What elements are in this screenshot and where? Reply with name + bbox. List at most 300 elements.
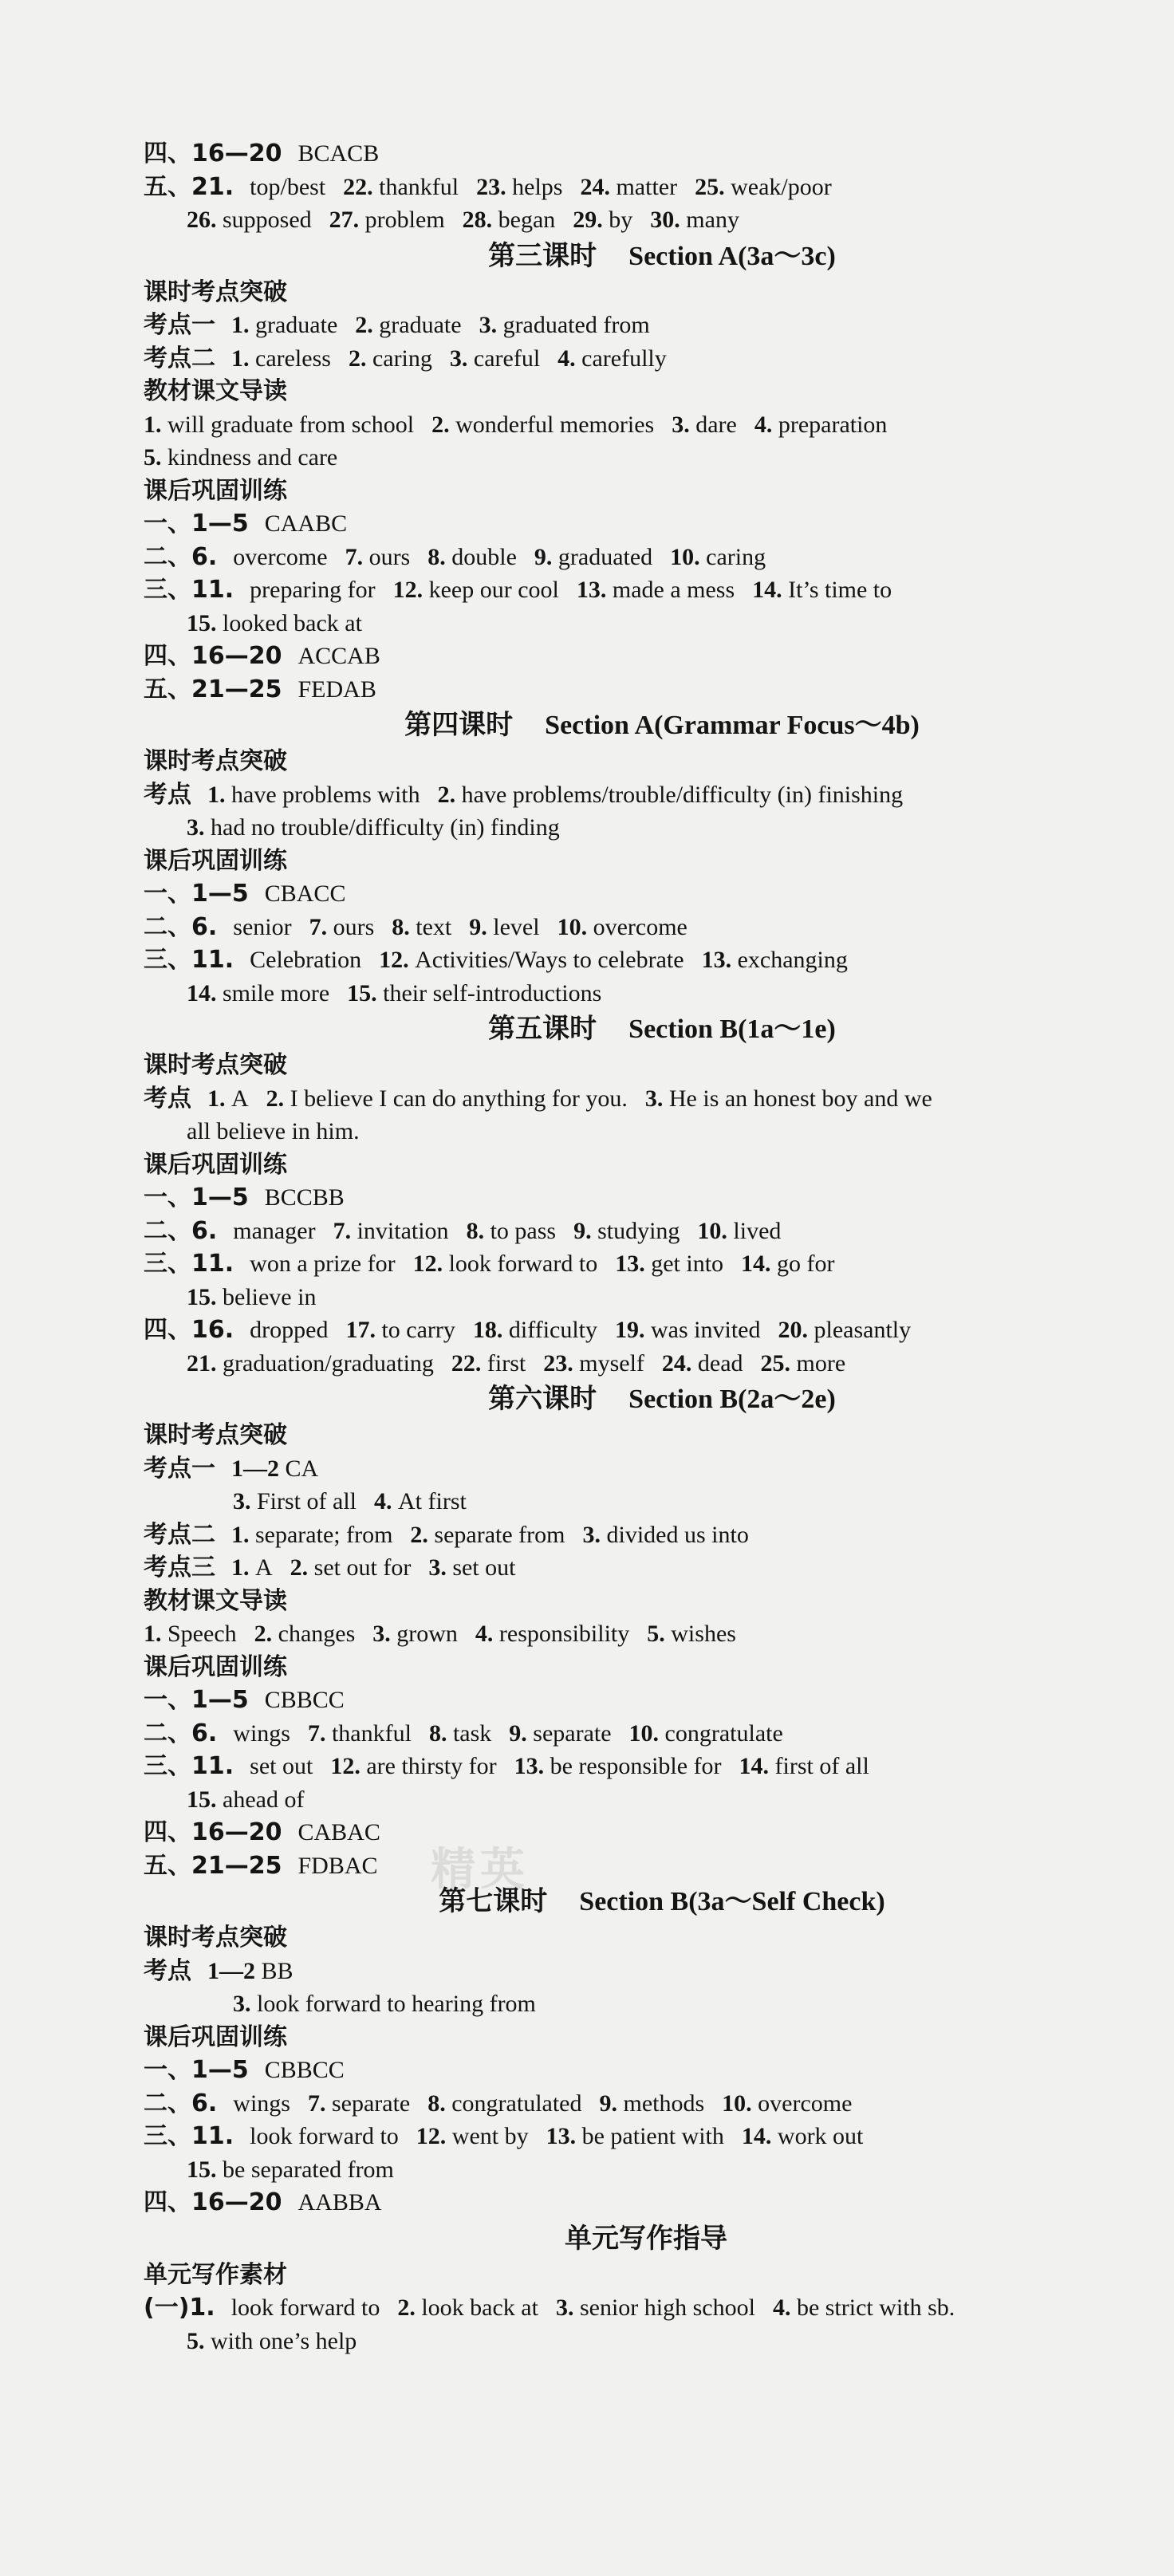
answer-value: look forward to — [448, 1251, 598, 1277]
item-number: 12. — [330, 1753, 367, 1779]
answer-value: look forward to — [230, 2294, 380, 2321]
item-number: 10. — [722, 2090, 758, 2117]
question-label: 考点 — [144, 1956, 191, 1985]
item-number: 12. — [412, 1251, 449, 1277]
answer-line — [144, 943, 1148, 977]
answer-value: look back at — [421, 2294, 538, 2321]
answer-value: separate — [533, 1719, 612, 1747]
item-number: 10. — [557, 913, 593, 940]
item-number: 1. — [207, 781, 231, 808]
answer-value: set out — [452, 1554, 516, 1581]
answer-value: lived — [733, 1217, 782, 1244]
item-number: 14. — [741, 2123, 778, 2149]
answer-value: wings — [233, 2090, 290, 2117]
item-number: 27. — [329, 207, 365, 233]
answer-line — [144, 1551, 1148, 1585]
answer-line — [144, 1082, 1148, 1116]
question-label: 一、1—5 — [144, 1686, 249, 1714]
question-label: 二、6. — [144, 2089, 218, 2117]
item-number: 3. — [644, 1085, 669, 1112]
question-label: 三、11. — [144, 1752, 234, 1780]
answer-line — [144, 1215, 1148, 1248]
answer-value: ours — [333, 913, 375, 940]
answer-value: At first — [398, 1488, 467, 1514]
item-number: 9. — [509, 1719, 534, 1747]
section-heading: 课后巩固训练 — [144, 846, 287, 875]
answer-value: caring — [706, 543, 766, 570]
item-number: 9. — [573, 1217, 598, 1244]
answer-value: graduated from — [502, 312, 650, 338]
answer-value: graduate — [255, 312, 338, 338]
item-number: 7. — [307, 2090, 332, 2117]
answer-value: to carry — [381, 1317, 455, 1343]
answer-value: keep our cool — [428, 577, 559, 603]
answer-value: wonderful memories — [455, 411, 655, 438]
answer-value: weak/poor — [731, 173, 832, 200]
answer-value: will graduate from school — [167, 411, 415, 438]
answer-line — [144, 607, 1148, 640]
item-number: 8. — [428, 1719, 453, 1747]
answer-value: first of all — [774, 1753, 869, 1779]
answer-line — [144, 877, 1148, 911]
answer-value: changes — [278, 1621, 356, 1647]
answer-value: have problems with — [231, 781, 420, 808]
item-number: 1—2 — [231, 1455, 286, 1482]
section-heading: 课时考点突破 — [144, 747, 287, 775]
answer-line — [144, 137, 1148, 171]
item-number: 3. — [479, 312, 503, 338]
watermark: 精英 — [431, 1844, 530, 1896]
lesson-title-cn: 第三课时 — [488, 239, 597, 272]
answer-value: be strict with sb. — [796, 2294, 955, 2321]
answer-line — [144, 1717, 1148, 1751]
question-label: 二、6. — [144, 1216, 218, 1245]
item-number: 15. — [187, 1786, 223, 1813]
answer-value: senior high school — [579, 2294, 755, 2321]
answer-value: exchanging — [737, 947, 848, 973]
lesson-title-cn: 第五课时 — [488, 1013, 597, 1045]
item-number: 3. — [233, 1991, 257, 2017]
answer-value: He is an honest boy and we — [668, 1085, 932, 1112]
lesson-title — [144, 237, 1148, 276]
question-label: 五、21—25 — [144, 675, 282, 703]
item-number: 1. — [231, 345, 255, 372]
item-number: 10. — [628, 1719, 665, 1747]
answer-line — [144, 811, 1148, 845]
item-number: 5. — [647, 1621, 672, 1647]
answer-value: dropped — [250, 1317, 329, 1343]
answer-value: had no trouble/difficulty (in) finding — [211, 814, 560, 841]
answer-value: helps — [512, 173, 563, 200]
section-heading: 课时考点突破 — [144, 278, 287, 306]
section-heading: 单元写作素材 — [144, 2260, 287, 2289]
answer-value: be separated from — [223, 2156, 394, 2183]
answer-value: thankful — [379, 173, 459, 200]
lesson-title — [144, 706, 1148, 745]
lesson-title-cn: 第七课时 — [439, 1885, 548, 1917]
answer-value: separate; from — [255, 1521, 393, 1548]
answer-value: BCCBB — [264, 1184, 345, 1211]
answer-value: won a prize for — [250, 1251, 396, 1277]
question-label: (一)1. — [144, 2294, 215, 2322]
answer-line — [144, 309, 1148, 342]
section-heading: 教材课文导读 — [144, 1586, 287, 1615]
item-number: 15. — [187, 2156, 223, 2183]
answer-line — [144, 203, 1148, 237]
answer-value: kindness and care — [167, 444, 338, 471]
answer-value: graduate — [379, 312, 462, 338]
answer-value: wings — [233, 1719, 290, 1747]
item-number: 8. — [392, 913, 416, 940]
question-label: 二、6. — [144, 912, 218, 941]
answer-line — [144, 1181, 1148, 1215]
answer-value: look forward to — [250, 2123, 399, 2149]
answer-line — [144, 2291, 1148, 2325]
lesson-title-cn: 第六课时 — [488, 1383, 597, 1415]
answer-line — [144, 1115, 1148, 1148]
answer-value: preparing for — [250, 577, 376, 603]
item-number: 2. — [290, 1554, 314, 1581]
answer-value: overcome — [233, 543, 328, 570]
answer-value: CABAC — [297, 1819, 380, 1845]
item-number: 25. — [695, 173, 731, 200]
answer-value: all believe in him. — [187, 1118, 360, 1144]
answer-line — [144, 1617, 1148, 1651]
question-label: 考点 — [144, 1084, 191, 1113]
item-number: 7. — [307, 1719, 332, 1747]
item-number: 7. — [333, 1217, 357, 1244]
question-label: 考点一 — [144, 1454, 215, 1483]
answer-line — [144, 1347, 1148, 1381]
section-heading: 课时考点突破 — [144, 1051, 287, 1079]
item-number: 15. — [187, 1283, 223, 1310]
answer-value: ACCAB — [297, 643, 380, 669]
answer-line — [144, 1849, 1148, 1883]
answer-value: set out — [250, 1753, 313, 1779]
item-number: 3. — [555, 2294, 580, 2321]
answer-value: grown — [396, 1621, 458, 1647]
item-number: 14. — [187, 979, 223, 1006]
item-number: 3. — [372, 1621, 397, 1647]
lesson-title — [144, 1010, 1148, 1049]
answer-value: many — [686, 207, 739, 233]
item-number: 2. — [266, 1085, 290, 1112]
answer-line — [144, 1247, 1148, 1281]
lesson-title-en: Section B(3a～Self Check) — [579, 1887, 885, 1916]
item-number: 12. — [416, 2123, 452, 2149]
answer-value: Speech — [167, 1621, 237, 1647]
item-number: 13. — [615, 1251, 652, 1277]
answer-value: FEDAB — [297, 676, 376, 703]
answer-value: text — [416, 913, 452, 940]
answer-value: overcome — [593, 913, 687, 940]
question-label: 一、1—5 — [144, 880, 249, 908]
question-label: 四、16. — [144, 1316, 234, 1344]
answer-value: went by — [451, 2123, 529, 2149]
item-number: 10. — [697, 1217, 734, 1244]
answer-line — [144, 1987, 1148, 2021]
item-number: 14. — [752, 577, 789, 603]
item-number: 2. — [254, 1621, 278, 1647]
item-number: 23. — [543, 1349, 580, 1377]
item-number: 1. — [144, 1621, 167, 1647]
answer-line — [144, 2054, 1148, 2087]
section-heading: 课时考点突破 — [144, 1924, 287, 1952]
item-number: 1. — [144, 411, 167, 438]
answer-value: caring — [372, 345, 432, 372]
answer-line — [144, 1485, 1148, 1518]
question-label: 三、11. — [144, 1250, 234, 1278]
answer-line — [144, 640, 1148, 673]
item-number: 4. — [374, 1488, 398, 1514]
answer-line — [144, 1750, 1148, 1783]
answer-line — [144, 342, 1148, 376]
item-number: 5. — [144, 444, 167, 471]
answer-value: manager — [233, 1217, 316, 1244]
item-number: 3. — [582, 1521, 607, 1548]
item-number: 4. — [772, 2294, 797, 2321]
answer-value: methods — [623, 2090, 705, 2117]
answer-value: CAABC — [264, 510, 348, 537]
item-number: 3. — [672, 411, 696, 438]
answer-line — [144, 2120, 1148, 2153]
answer-value: overcome — [758, 2090, 853, 2117]
item-number: 4. — [754, 411, 778, 438]
answer-line — [144, 2186, 1148, 2220]
item-number: 22. — [451, 1349, 487, 1377]
answer-value: carefully — [581, 345, 667, 372]
lesson-title-en: Section B(1a～1e) — [628, 1014, 836, 1044]
item-number: 12. — [392, 577, 429, 603]
answer-line — [144, 1314, 1148, 1347]
answer-line — [144, 441, 1148, 475]
item-number: 13. — [576, 577, 613, 603]
answer-value: separate from — [434, 1521, 565, 1548]
answer-value: AABBA — [297, 2189, 382, 2216]
question-label: 三、11. — [144, 576, 234, 604]
answer-line — [144, 2087, 1148, 2121]
item-number: 9. — [469, 913, 494, 940]
answer-value: have problems/trouble/difficulty (in) finishing — [461, 781, 904, 808]
question-label: 二、6. — [144, 1719, 218, 1747]
item-number: 13. — [701, 947, 738, 973]
answer-value: be patient with — [581, 2123, 724, 2149]
answer-value: CA — [285, 1455, 319, 1482]
answer-value: First of all — [257, 1488, 357, 1514]
answer-value: careful — [473, 345, 541, 372]
answer-value: top/best — [250, 173, 326, 200]
lesson-title-cn: 单元写作指导 — [565, 2222, 727, 2255]
answer-value: by — [609, 207, 633, 233]
item-number: 8. — [427, 2090, 452, 2117]
answer-line — [144, 507, 1148, 541]
lesson-title — [144, 1380, 1148, 1419]
answer-value: congratulated — [451, 2090, 582, 2117]
item-number: 22. — [343, 173, 380, 200]
item-number: 2. — [437, 781, 462, 808]
answer-value: Activities/Ways to celebrate — [415, 947, 684, 973]
answer-value: thankful — [331, 1719, 412, 1747]
answer-line — [144, 541, 1148, 574]
answer-value: problem — [364, 207, 445, 233]
item-number: 1. — [231, 1554, 255, 1581]
question-label: 考点二 — [144, 344, 215, 372]
answer-value: BB — [261, 1957, 294, 1984]
answer-value: pleasantly — [814, 1317, 912, 1343]
answer-value: separate — [331, 2090, 411, 2117]
section-heading: 课后巩固训练 — [144, 1652, 287, 1681]
section-heading: 课后巩固训练 — [144, 476, 287, 505]
item-number: 24. — [580, 173, 617, 200]
question-label: 考点一 — [144, 311, 215, 339]
answer-value: myself — [579, 1349, 644, 1377]
answer-value: looked back at — [223, 609, 362, 636]
answer-value: It’s time to — [788, 577, 892, 603]
answer-page — [144, 137, 1148, 2357]
item-number: 2. — [397, 2294, 422, 2321]
answer-value: CBACC — [264, 880, 346, 907]
question-label: 四、16—20 — [144, 642, 282, 670]
item-number: 7. — [345, 543, 369, 570]
item-number: 1. — [231, 1521, 255, 1548]
item-number: 18. — [472, 1317, 509, 1343]
item-number: 30. — [650, 207, 687, 233]
answer-value: Celebration — [250, 947, 362, 973]
item-number: 29. — [573, 207, 609, 233]
answer-value: studying — [597, 1217, 680, 1244]
answer-value: BCACB — [297, 140, 380, 167]
answer-value: look forward to hearing from — [257, 1991, 536, 2017]
question-label: 四、16—20 — [144, 140, 282, 167]
item-number: 1. — [231, 312, 255, 338]
answer-line — [144, 778, 1148, 812]
answer-value: work out — [777, 2123, 864, 2149]
answer-value: responsibility — [498, 1621, 630, 1647]
question-label: 二、6. — [144, 542, 218, 571]
item-number: 24. — [661, 1349, 698, 1377]
item-number: 4. — [475, 1621, 499, 1647]
item-number: 13. — [546, 2123, 582, 2149]
answer-value: congratulate — [664, 1719, 783, 1747]
answer-value: was invited — [651, 1317, 761, 1343]
answer-value: more — [796, 1349, 846, 1377]
answer-value: A — [255, 1554, 273, 1581]
answer-line — [144, 2153, 1148, 2187]
answer-value: ahead of — [223, 1786, 305, 1813]
item-number: 4. — [557, 345, 582, 372]
item-number: 23. — [476, 173, 513, 200]
answer-line — [144, 573, 1148, 607]
item-number: 3. — [233, 1488, 257, 1514]
section-heading: 课后巩固训练 — [144, 2023, 287, 2051]
answer-value: their self-introductions — [383, 979, 602, 1006]
item-number: 5. — [187, 2327, 211, 2354]
question-label: 考点二 — [144, 1520, 215, 1549]
answer-line — [144, 977, 1148, 1010]
answer-value: graduation/graduating — [223, 1349, 434, 1377]
item-number: 9. — [599, 2090, 624, 2117]
answer-value: invitation — [357, 1217, 449, 1244]
answer-line — [144, 1518, 1148, 1552]
answer-line — [144, 2325, 1148, 2358]
item-number: 3. — [449, 345, 474, 372]
item-number: 26. — [187, 207, 223, 233]
answer-value: are thirsty for — [366, 1753, 497, 1779]
answer-value: CBBCC — [264, 2057, 345, 2083]
section-heading: 课后巩固训练 — [144, 1150, 287, 1179]
item-number: 25. — [760, 1349, 797, 1377]
question-label: 考点 — [144, 780, 191, 809]
item-number: 17. — [345, 1317, 382, 1343]
item-number: 3. — [428, 1554, 453, 1581]
section-heading: 教材课文导读 — [144, 377, 287, 405]
answer-value: believe in — [223, 1283, 317, 1310]
answer-value: preparation — [778, 411, 888, 438]
answer-value: careless — [255, 345, 331, 372]
answer-line — [144, 171, 1148, 204]
answer-value: I believe I can do anything for you. — [290, 1085, 628, 1112]
item-number: 21. — [187, 1349, 223, 1377]
answer-line — [144, 1816, 1148, 1849]
item-number: 15. — [187, 609, 223, 636]
answer-value: task — [452, 1719, 492, 1747]
answer-value: made a mess — [612, 577, 735, 603]
item-number: 2. — [355, 312, 380, 338]
answer-value: get into — [651, 1251, 724, 1277]
item-number: 8. — [466, 1217, 490, 1244]
item-number: 10. — [670, 543, 707, 570]
answer-value: A — [231, 1085, 249, 1112]
answer-line — [144, 1452, 1148, 1486]
answer-value: divided us into — [606, 1521, 749, 1548]
lesson-title-en: Section A(3a～3c) — [628, 241, 836, 271]
answer-value: dead — [697, 1349, 743, 1377]
answer-value: graduated — [557, 543, 653, 570]
question-label: 三、11. — [144, 2122, 234, 2150]
answer-value: matter — [616, 173, 678, 200]
answer-value: set out for — [313, 1554, 412, 1581]
lesson-title — [144, 2220, 1148, 2259]
item-number: 1—2 — [207, 1957, 262, 1984]
lesson-title — [144, 1882, 1148, 1921]
item-number: 7. — [309, 913, 333, 940]
answer-line — [144, 1684, 1148, 1717]
question-label: 一、1—5 — [144, 1184, 249, 1211]
item-number: 12. — [379, 947, 416, 973]
answer-line — [144, 673, 1148, 707]
item-number: 9. — [534, 543, 558, 570]
question-label: 五、21—25 — [144, 1851, 282, 1880]
item-number: 14. — [741, 1251, 778, 1277]
item-number: 3. — [187, 814, 211, 841]
answer-value: level — [493, 913, 540, 940]
question-label: 考点三 — [144, 1554, 215, 1581]
item-number: 15. — [347, 979, 384, 1006]
answer-line — [144, 1281, 1148, 1314]
answer-value: wishes — [671, 1621, 736, 1647]
item-number: 14. — [739, 1753, 775, 1779]
answer-value: first — [487, 1349, 526, 1377]
answer-line — [144, 408, 1148, 442]
answer-line — [144, 911, 1148, 944]
item-number: 2. — [410, 1521, 435, 1548]
answer-value: with one’s help — [211, 2327, 357, 2354]
answer-value: double — [451, 543, 517, 570]
item-number: 1. — [207, 1085, 231, 1112]
item-number: 2. — [348, 345, 372, 372]
question-label: 一、1—5 — [144, 2056, 249, 2084]
item-number: 8. — [427, 543, 452, 570]
